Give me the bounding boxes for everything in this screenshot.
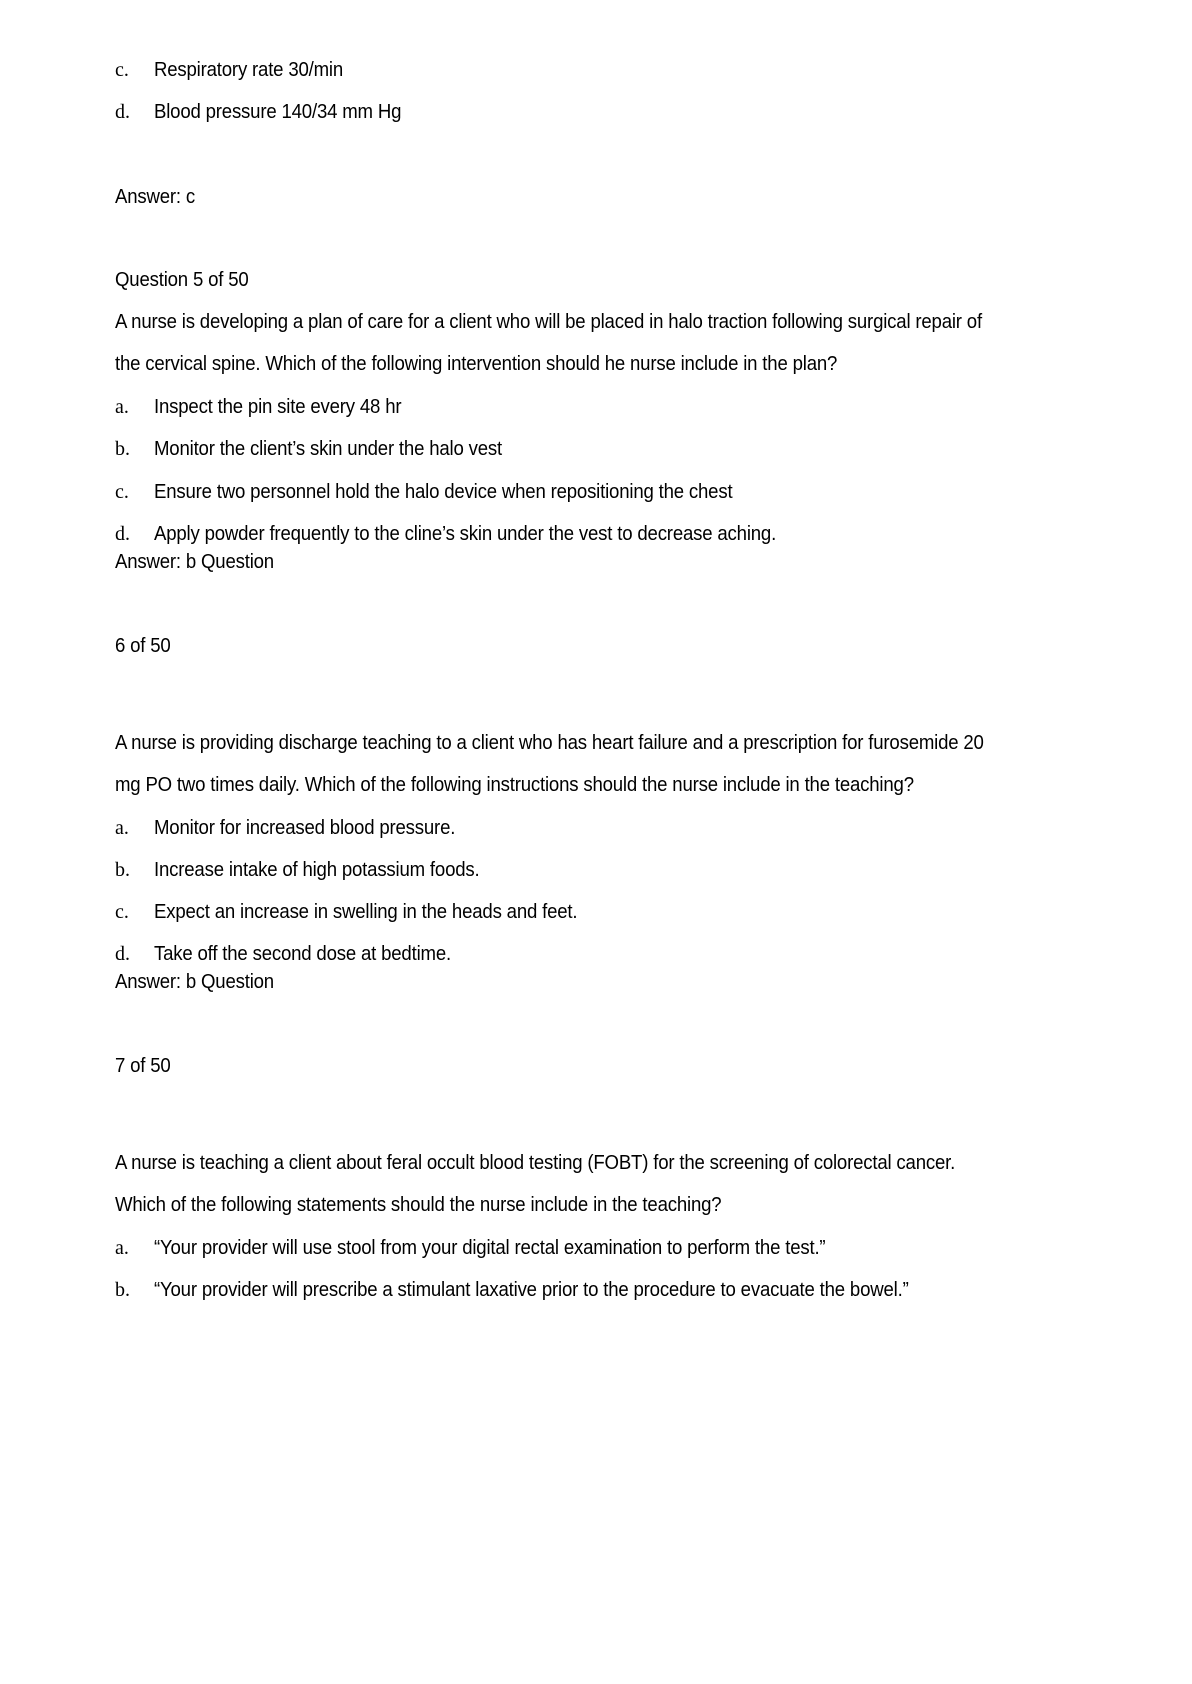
question6-answer: Answer: b Question: [115, 971, 274, 993]
option-text: Monitor for increased blood pressure.: [154, 817, 456, 839]
option-letter: d.: [115, 943, 130, 965]
question7-header: 7 of 50: [115, 1055, 171, 1077]
question5-stem-line1: A nurse is developing a plan of care for a client who will be placed in halo traction following surgical repair of: [115, 311, 982, 333]
question5-header: Question 5 of 50: [115, 269, 249, 291]
option-text: Apply powder frequently to the cline’s skin under the vest to decrease aching.: [154, 523, 777, 545]
option-letter: a.: [115, 396, 129, 418]
option-letter: b.: [115, 859, 130, 881]
option-letter: d.: [115, 101, 130, 123]
option-letter: c.: [115, 59, 129, 81]
question5-answer: Answer: b Question: [115, 551, 274, 573]
option-text: Ensure two personnel hold the halo device when repositioning the chest: [154, 481, 733, 503]
question6-stem-line2: mg PO two times daily. Which of the following instructions should the nurse include in the teaching?: [115, 774, 914, 796]
option-text: Monitor the client’s skin under the halo vest: [154, 438, 502, 460]
option-text: “Your provider will use stool from your digital rectal examination to perform the test.”: [154, 1237, 826, 1259]
option-letter: a.: [115, 1237, 129, 1259]
option-letter: d.: [115, 523, 130, 545]
option-text: Increase intake of high potassium foods.: [154, 859, 480, 881]
prev-answer: Answer: c: [115, 186, 195, 208]
option-text: Take off the second dose at bedtime.: [154, 943, 451, 965]
question6-stem-line1: A nurse is providing discharge teaching to a client who has heart failure and a prescription for furosemide 20: [115, 732, 984, 754]
option-text: Respiratory rate 30/min: [154, 59, 344, 81]
option-text: Expect an increase in swelling in the heads and feet.: [154, 901, 578, 923]
option-letter: b.: [115, 1279, 130, 1301]
question7-stem-line1: A nurse is teaching a client about feral occult blood testing (FOBT) for the screening of colorectal cancer.: [115, 1152, 956, 1174]
option-text: Blood pressure 140/34 mm Hg: [154, 101, 402, 123]
option-text: “Your provider will prescribe a stimulant laxative prior to the procedure to evacuate the bowel.”: [154, 1279, 909, 1301]
option-letter: b.: [115, 438, 130, 460]
question6-header: 6 of 50: [115, 635, 171, 657]
option-text: Inspect the pin site every 48 hr: [154, 396, 402, 418]
question7-stem-line2: Which of the following statements should the nurse include in the teaching?: [115, 1194, 722, 1216]
option-letter: c.: [115, 481, 129, 503]
question5-stem-line2: the cervical spine. Which of the following intervention should he nurse include in the plan?: [115, 353, 838, 375]
option-letter: c.: [115, 901, 129, 923]
option-letter: a.: [115, 817, 129, 839]
